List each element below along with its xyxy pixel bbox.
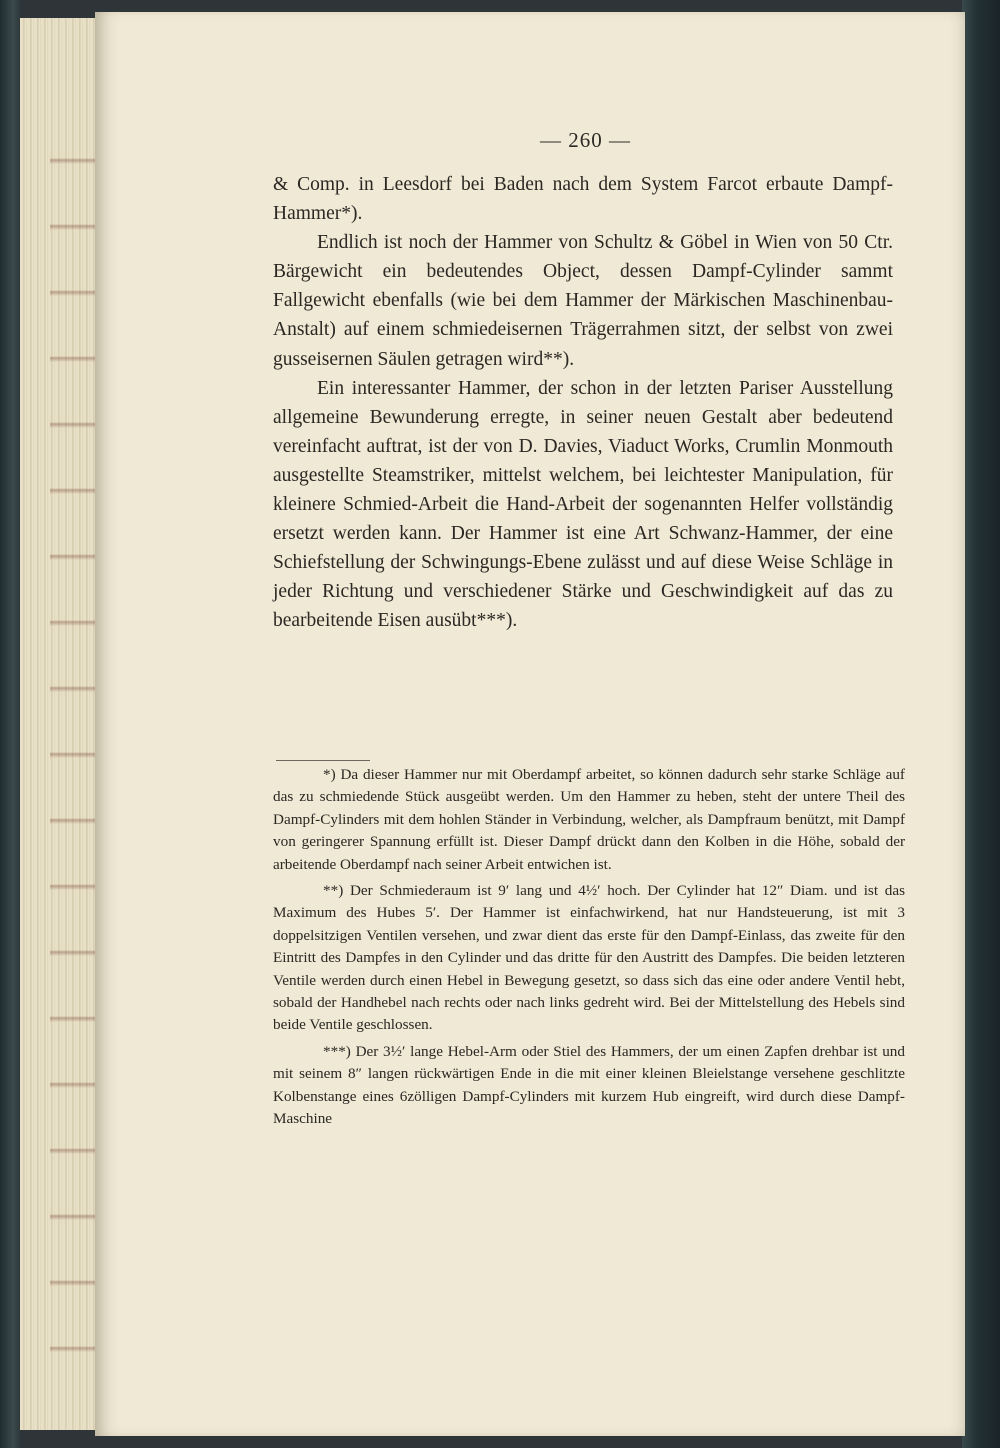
footnote: **) Der Schmiederaum ist 9′ lang und 4½′ hoch. Der Cylinder hat 12″ Diam. und ist das Maximum des Hubes 5′. Der Hammer ist einfachwirkend, hat nur Handsteuerung, ist mit 3 doppelsitzigen Ventilen versehen, und zwar dient das erste für den Dampf-Einlass, das zweite für den Eintritt des Dampfes in den Cylinder und das dritte für den Austritt des Dampfes. Die beiden letzteren Ventile werden durch einen Hebel in Bewegung gesetzt, so dass sich das eine oder andere Ventil hebt, sobald der Handhebel nach rechts oder nach links gedreht wird. Bei der Mittelstellung des Hebels sind beide Ventile geschlossen. (273, 882, 905, 1034)
paragraph: & Comp. in Leesdorf bei Baden nach dem System Farcot erbaute Dampf-Hammer*). (273, 174, 893, 225)
main-text (273, 170, 893, 636)
footnote-separator (276, 760, 370, 761)
page-number: — 260 — (540, 128, 631, 152)
paragraph: Endlich ist noch der Hammer von Schultz & Göbel in Wien von 50 Ctr. Bärgewicht ein bedeutendes Object, dessen Dampf-Cylinder sammt Fallgewicht ebenfalls (wie bei dem Hammer der Märkischen Maschinenbau-Anstalt) auf einem schmiedeisernen Trägerrahmen sitzt, der selbst von zwei gusseisernen Säulen getragen wird**). (273, 232, 893, 370)
paragraph: Ein interessanter Hammer, der schon in der letzten Pariser Ausstellung allgemeine Bewunderung erregte, in seiner neuen Gestalt aber bedeutend vereinfacht auftrat, ist der von D. Davies, Viaduct Works, Crumlin Monmouth ausgestellte Steamstriker, mittelst welchem, bei leichtester Manipulation, für kleinere Schmied-Arbeit die Hand-Arbeit der sogenannten Helfer vollständig ersetzt werden kann. Der Hammer ist eine Art Schwanz-Hammer, der eine Schiefstellung der Schwingungs-Ebene zulässt und auf diese Weise Schläge in jeder Richtung und verschiedener Stärke und Geschwindigkeit auf das zu bearbeitende Eisen ausübt***). (273, 377, 893, 632)
footnote: ***) Der 3½′ lange Hebel-Arm oder Stiel des Hammers, der um einen Zapfen drehbar ist und mit seinem 8″ langen rückwärtigen Ende in die mit einer kleinen Bleielstange versehene geschlitzte Kolbenstange eines 6zölligen Dampf-Cylinders mit kurzem Hub eingreift, wird durch diese Dampf-Maschine (273, 1042, 905, 1128)
left-cover-edge (0, 0, 22, 1448)
stacked-page-edges (20, 18, 102, 1430)
footnotes (273, 764, 905, 1135)
footnote: *) Da dieser Hammer nur mit Oberdampf arbeitet, so können dadurch sehr starke Schläge auf das zu schmiedende Stück ausgeübt werden. Um den Hammer zu heben, steht der untere Theil des Dampf-Cylinders mit dem hohlen Ständer in Verbindung, welcher, als Dampfraum benützt, mit Dampf von geringerer Spannung erfüllt ist. Dieser Dampf drückt dann den Kolben in die Höhe, sobald der arbeitende Oberdampf nach seiner Arbeit entwichen ist. (273, 766, 905, 873)
right-cover-edge (962, 0, 1000, 1448)
